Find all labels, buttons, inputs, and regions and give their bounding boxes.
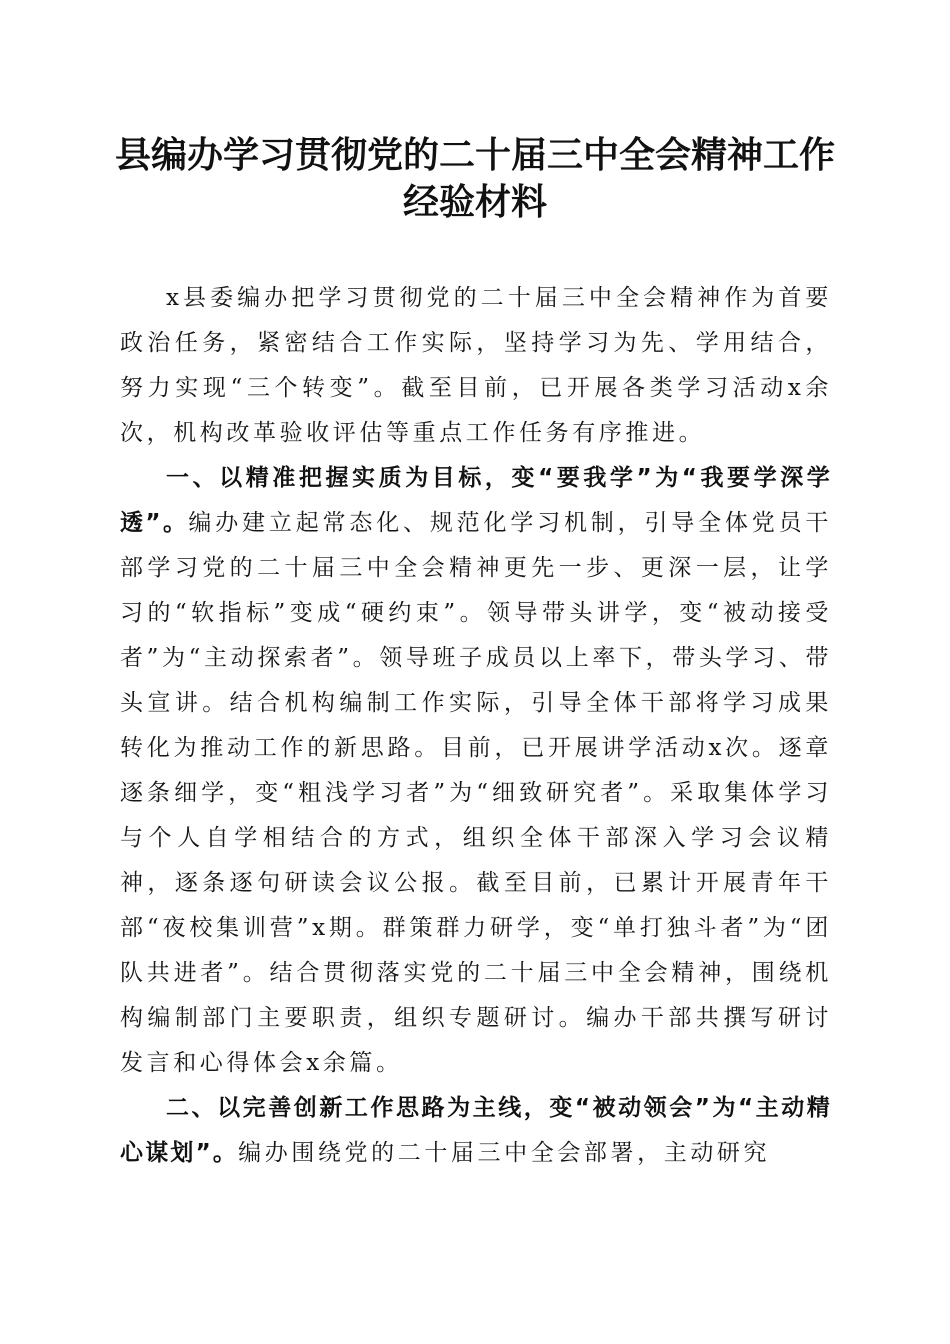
intro-paragraph: x县委编办把学习贯彻党的二十届三中全会精神作为首要政治任务，紧密结合工作实际，坚持学习为先、学用结合，努力实现“三个转变”。截至目前，已开展各类学习活动x余次，机构改革验收评估等重点工作任务有序推进。	[120, 285, 832, 446]
section-1-paragraph	[120, 456, 832, 1086]
section-2-paragraph	[120, 1086, 832, 1176]
section-2-body: 编办围绕党的二十届三中全会部署，主动研究	[238, 1140, 771, 1166]
document-title: 县编办学习贯彻党的二十届三中全会精神工作经验材料	[114, 134, 835, 223]
section-1-heading: 一、以精准把握实质为目标，变“要我学”为“我要学深学透”。	[120, 465, 832, 536]
section-1-body: 编办建立起常态化、规范化学习机制，引导全体党员干部学习党的二十届三中全会精神更先一步、更深一层，让学习的“软指标”变成“硬约束”。领导带头讲学，变“被动接受者”为“主动探索者”。领导班子成员以上率下，带头学习、带头宣讲。结合机构编制工作实际，引导全体干部将学习成果转化为推动工作的新思路。目前，已开展讲学活动x次。逐章逐条细学，变“粗浅学习者”为“细致研究者”。采取集体学习与个人自学相结合的方式，组织全体干部深入学习会议精神，逐条逐句研读会议公报。截至目前，已累计开展青年干部“夜校集训营”x期。群策群力研学，变“单打独斗者”为“团队共进者”。结合贯彻落实党的二十届三中全会精神，围绕机构编制部门主要职责，组织专题研讨。编办干部共撰写研讨发言和心得体会x余篇。	[120, 510, 833, 1076]
document-body	[120, 276, 832, 1176]
section-2-heading: 二、以完善创新工作思路为主线，变“被动领会”为“主动精心谋划”。	[120, 1095, 832, 1166]
